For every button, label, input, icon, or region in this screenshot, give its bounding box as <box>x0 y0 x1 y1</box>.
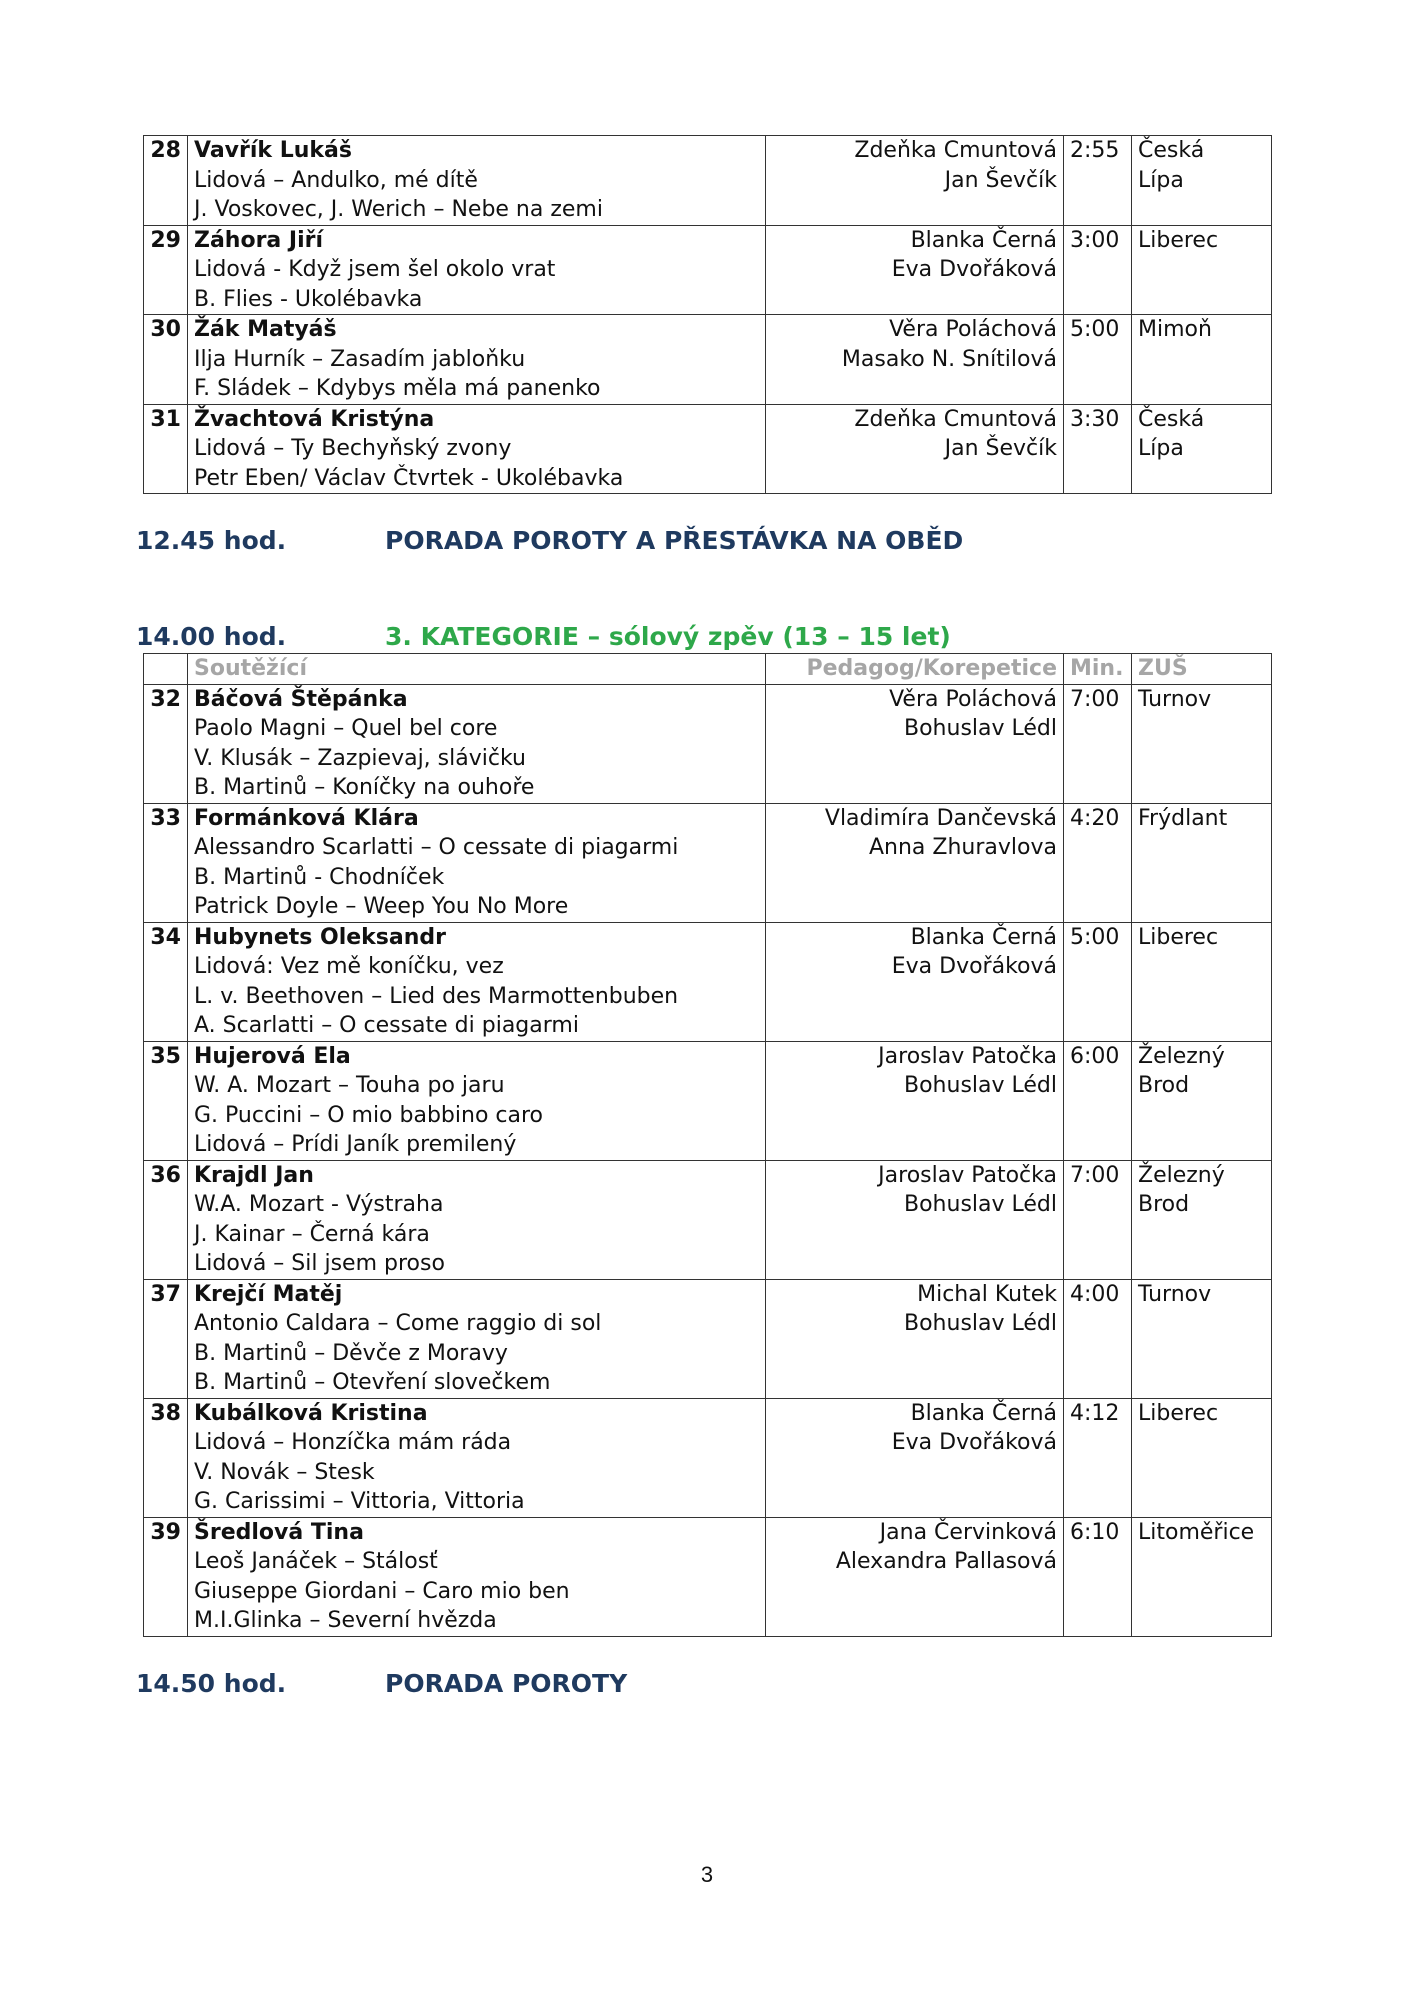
teacher-name: Eva Dvořáková <box>891 257 1057 282</box>
teacher-name: Anna Zhuravlova <box>869 835 1057 860</box>
teacher-name: Eva Dvořáková <box>891 954 1057 979</box>
contestant-name: Hubynets Oleksandr <box>194 924 447 950</box>
song-title: Patrick Doyle – Weep You No More <box>194 894 569 919</box>
song-title: Lidová – Sil jsem proso <box>194 1251 445 1276</box>
entry-number: 34 <box>144 922 188 1041</box>
contestant-name: Krejčí Matěj <box>194 1281 343 1307</box>
contestant-name: Šredlová Tina <box>194 1519 364 1545</box>
table-row <box>144 803 1272 922</box>
contestant-name: Žvachtová Kristýna <box>194 406 435 432</box>
song-title: G. Carissimi – Vittoria, Vittoria <box>194 1489 525 1514</box>
contestant-name: Formánková Klára <box>194 805 419 831</box>
header-school: ZUŠ <box>1132 654 1272 685</box>
contestant-cell <box>188 922 766 1041</box>
table-row <box>144 922 1272 1041</box>
teacher-cell <box>766 225 1064 315</box>
duration: 7:00 <box>1064 684 1132 803</box>
header-teacher: Pedagog/Korepetice <box>766 654 1064 685</box>
duration: 5:00 <box>1064 315 1132 405</box>
teacher-name: Jan Ševčík <box>944 167 1057 193</box>
entry-number: 28 <box>144 136 188 226</box>
school-name: Litoměřice <box>1138 1519 1255 1545</box>
header-contestant: Soutěžící <box>188 654 766 685</box>
song-title: Leoš Janáček – Stálosť <box>194 1549 438 1574</box>
song-title: Lidová – Prídi Janík premilený <box>194 1132 517 1157</box>
school-name: Turnov <box>1138 1281 1212 1307</box>
break2-title: PORADA POROTY <box>385 1669 628 1698</box>
school-name: Liberec <box>1138 924 1219 950</box>
song-title: B. Martinů – Koníčky na ouhoře <box>194 775 535 800</box>
school-cell <box>1132 803 1272 922</box>
table-row <box>144 315 1272 405</box>
contestant-name: Báčová Štěpánka <box>194 686 408 712</box>
teacher-cell <box>766 803 1064 922</box>
entry-number: 32 <box>144 684 188 803</box>
school-name: Turnov <box>1138 686 1212 712</box>
table-row <box>144 684 1272 803</box>
break-title: PORADA POROTY A PŘESTÁVKA NA OBĚD <box>385 526 964 555</box>
song-title: J. Voskovec, J. Werich – Nebe na zemi <box>194 197 603 222</box>
song-title: Lidová – Honzíčka mám ráda <box>194 1430 512 1455</box>
contestant-cell <box>188 136 766 226</box>
contestant-name: Vavřík Lukáš <box>194 138 352 163</box>
entry-number: 39 <box>144 1517 188 1636</box>
contestant-cell <box>188 1398 766 1517</box>
teacher-name: Zdeňka Cmuntová <box>854 406 1057 432</box>
entry-number: 30 <box>144 315 188 405</box>
school-name: Lípa <box>1138 167 1184 193</box>
schedule-table-category-2 <box>143 135 1272 494</box>
teacher-name: Bohuslav Lédl <box>904 1311 1057 1336</box>
schedule-table-category-3 <box>143 653 1272 1637</box>
contestant-cell <box>188 1041 766 1160</box>
song-title: J. Kainar – Černá kára <box>194 1221 430 1247</box>
table-row <box>144 1517 1272 1636</box>
song-title: Lidová – Andulko, mé dítě <box>194 167 478 193</box>
school-cell <box>1132 315 1272 405</box>
entry-number: 36 <box>144 1160 188 1279</box>
teacher-name: Jaroslav Patočka <box>878 1043 1057 1069</box>
break2-time: 14.50 hod. <box>136 1669 287 1698</box>
song-title: W. A. Mozart – Touha po jaru <box>194 1073 505 1098</box>
table-row <box>144 1279 1272 1398</box>
school-name: Mimoň <box>1138 317 1212 342</box>
teacher-name: Bohuslav Lédl <box>904 1192 1057 1217</box>
duration: 4:00 <box>1064 1279 1132 1398</box>
school-cell <box>1132 1398 1272 1517</box>
school-cell <box>1132 922 1272 1041</box>
entry-number: 37 <box>144 1279 188 1398</box>
song-title: V. Novák – Stesk <box>194 1459 375 1485</box>
contestant-name: Žák Matyáš <box>194 317 337 342</box>
contestant-name: Krajdl Jan <box>194 1162 314 1188</box>
teacher-name: Zdeňka Cmuntová <box>854 138 1057 163</box>
teacher-cell <box>766 1041 1064 1160</box>
teacher-name: Jaroslav Patočka <box>878 1162 1057 1188</box>
table-row <box>144 225 1272 315</box>
school-name: Česká <box>1138 406 1205 432</box>
song-title: Petr Eben/ Václav Čtvrtek - Ukolébavka <box>194 465 624 491</box>
contestant-name: Hujerová Ela <box>194 1043 351 1069</box>
teacher-name: Jan Ševčík <box>944 436 1057 461</box>
school-cell <box>1132 225 1272 315</box>
teacher-name: Blanka Černá <box>910 1400 1057 1426</box>
entry-number: 38 <box>144 1398 188 1517</box>
school-cell <box>1132 684 1272 803</box>
song-title: Paolo Magni – Quel bel core <box>194 716 498 741</box>
contestant-cell <box>188 803 766 922</box>
page-number: 3 <box>700 1862 714 1887</box>
section-title: 3. KATEGORIE – sólový zpěv (13 – 15 let) <box>385 622 951 651</box>
duration: 7:00 <box>1064 1160 1132 1279</box>
duration: 3:00 <box>1064 225 1132 315</box>
song-title: Lidová - Když jsem šel okolo vrat <box>194 257 556 282</box>
school-name: Brod <box>1138 1192 1190 1217</box>
contestant-cell <box>188 1160 766 1279</box>
teacher-cell <box>766 404 1064 494</box>
song-title: Antonio Caldara – Come raggio di sol <box>194 1311 602 1336</box>
school-cell <box>1132 1041 1272 1160</box>
duration: 2:55 <box>1064 136 1132 226</box>
table-row <box>144 1398 1272 1517</box>
song-title: A. Scarlatti – O cessate di piagarmi <box>194 1013 579 1038</box>
table-row <box>144 404 1272 494</box>
school-cell <box>1132 1279 1272 1398</box>
teacher-cell <box>766 684 1064 803</box>
entry-number: 33 <box>144 803 188 922</box>
teacher-name: Věra Poláchová <box>889 686 1057 712</box>
song-title: M.I.Glinka – Severní hvězda <box>194 1608 497 1633</box>
teacher-name: Masako N. Snítilová <box>841 346 1057 372</box>
song-title: F. Sládek – Kdybys měla má panenko <box>194 376 601 401</box>
song-title: W.A. Mozart - Výstraha <box>194 1192 444 1217</box>
contestant-name: Kubálková Kristina <box>194 1400 428 1426</box>
song-title: L. v. Beethoven – Lied des Marmottenbuben <box>194 983 679 1009</box>
teacher-cell <box>766 136 1064 226</box>
school-cell <box>1132 404 1272 494</box>
song-title: G. Puccini – O mio babbino caro <box>194 1102 543 1128</box>
entry-number: 31 <box>144 404 188 494</box>
contestant-cell <box>188 315 766 405</box>
contestant-cell <box>188 404 766 494</box>
duration: 4:20 <box>1064 803 1132 922</box>
song-title: V. Klusák – Zazpievaj, slávičku <box>194 745 526 771</box>
header-no <box>144 654 188 685</box>
song-title: B. Martinů – Otevření slovečkem <box>194 1370 551 1395</box>
teacher-name: Blanka Černá <box>910 227 1057 253</box>
teacher-cell <box>766 1398 1064 1517</box>
duration: 3:30 <box>1064 404 1132 494</box>
song-title: Alessandro Scarlatti – O cessate di piagarmi <box>194 835 679 860</box>
song-title: Lidová – Ty Bechyňský zvony <box>194 436 512 461</box>
entry-number: 29 <box>144 225 188 315</box>
school-name: Liberec <box>1138 227 1219 253</box>
school-name: Frýdlant <box>1138 805 1228 831</box>
school-cell <box>1132 1517 1272 1636</box>
school-cell <box>1132 136 1272 226</box>
school-name: Brod <box>1138 1073 1190 1098</box>
school-name: Železný <box>1138 1043 1225 1069</box>
teacher-name: Bohuslav Lédl <box>904 716 1057 741</box>
contestant-cell <box>188 1279 766 1398</box>
contestant-cell <box>188 1517 766 1636</box>
teacher-cell <box>766 922 1064 1041</box>
duration: 5:00 <box>1064 922 1132 1041</box>
section-time: 14.00 hod. <box>136 622 287 651</box>
teacher-name: Věra Poláchová <box>889 317 1057 342</box>
break-time: 12.45 hod. <box>136 526 287 555</box>
duration: 6:00 <box>1064 1041 1132 1160</box>
school-name: Lípa <box>1138 436 1184 461</box>
teacher-name: Jana Červinková <box>879 1519 1057 1545</box>
song-title: B. Martinů - Chodníček <box>194 864 445 890</box>
contestant-cell <box>188 225 766 315</box>
teacher-name: Blanka Černá <box>910 924 1057 950</box>
table-row <box>144 1160 1272 1279</box>
school-name: Česká <box>1138 138 1205 163</box>
song-title: Ilja Hurník – Zasadím jabloňku <box>194 346 526 372</box>
table-row <box>144 1041 1272 1160</box>
entry-number: 35 <box>144 1041 188 1160</box>
song-title: B. Flies - Ukolébavka <box>194 286 423 312</box>
teacher-cell <box>766 1279 1064 1398</box>
teacher-name: Bohuslav Lédl <box>904 1073 1057 1098</box>
school-name: Železný <box>1138 1162 1225 1188</box>
table-row <box>144 136 1272 226</box>
teacher-cell <box>766 315 1064 405</box>
school-cell <box>1132 1160 1272 1279</box>
teacher-name: Vladimíra Dančevská <box>824 805 1057 831</box>
song-title: Giuseppe Giordani – Caro mio ben <box>194 1578 570 1604</box>
school-name: Liberec <box>1138 1400 1219 1426</box>
teacher-cell <box>766 1160 1064 1279</box>
duration: 6:10 <box>1064 1517 1132 1636</box>
contestant-name: Záhora Jiří <box>194 227 324 253</box>
duration: 4:12 <box>1064 1398 1132 1517</box>
teacher-name: Alexandra Pallasová <box>835 1549 1057 1574</box>
teacher-cell <box>766 1517 1064 1636</box>
teacher-name: Michal Kutek <box>917 1281 1057 1307</box>
song-title: B. Martinů – Děvče z Moravy <box>194 1340 508 1366</box>
song-title: Lidová: Vez mě koníčku, vez <box>194 954 504 979</box>
teacher-name: Eva Dvořáková <box>891 1430 1057 1455</box>
header-minutes: Min. <box>1064 654 1132 685</box>
table-header-row <box>144 654 1272 685</box>
contestant-cell <box>188 684 766 803</box>
